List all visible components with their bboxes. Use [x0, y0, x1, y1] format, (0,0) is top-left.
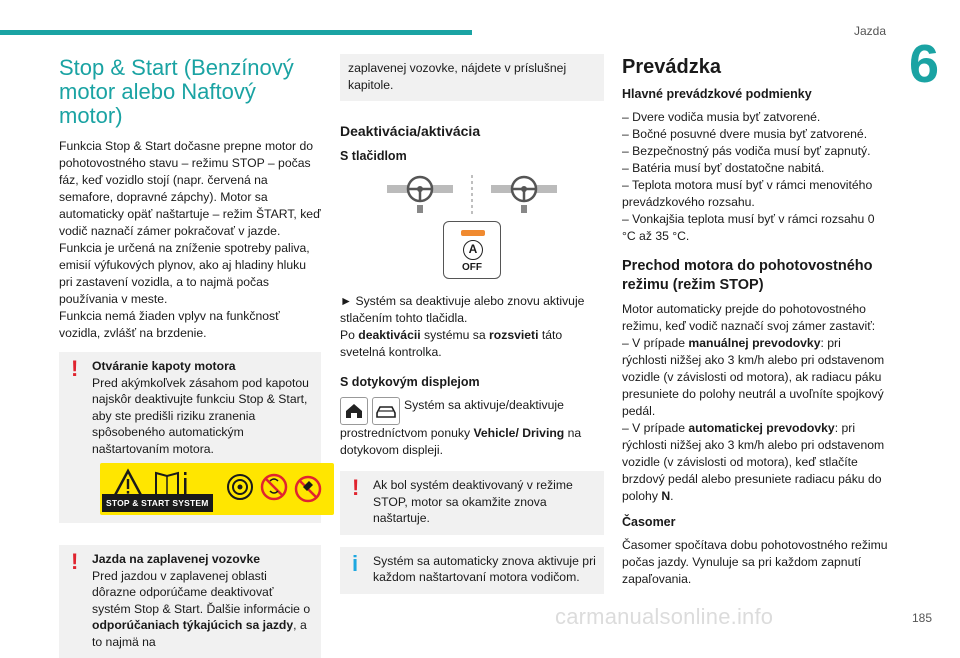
auto-bold: automatickej prevodovky [688, 421, 835, 435]
button-instruction: ► Systém sa deaktivuje alebo znovu aktivuje stlačením tohto tlačidla. [340, 294, 585, 325]
info-reactivation-text: Systém sa automaticky znova aktivuje pri každom naštartovaní motora vodičom. [373, 553, 596, 584]
warning-stop-mode-text: Ak bol systém deaktivovaný v režime STOP, motor sa okamžite znova naštartuje. [373, 478, 573, 525]
condition-5: – Teplota motora musí byť v rámci menovitého prevádzkového rozsahu. [622, 178, 873, 209]
off-label: OFF [462, 262, 482, 273]
stop-start-a-icon: A [463, 240, 483, 260]
heading-stop-mode: Prechod motora do pohotovostného režimu (režim STOP) [622, 258, 873, 293]
steering-wheel-right-icon [489, 175, 559, 215]
page-number: 185 [911, 611, 932, 625]
condition-2: – Bočné posuvné dvere musia byť zatvorené. [622, 127, 868, 141]
auto-part-c: : pri rýchlosti nižšej ako 3 km/h alebo pri odstavenom vozidle (v závislosti od motora), keď stlačíte brzdový pedál alebo presuniete radiacu páku do polohy [622, 421, 885, 503]
chapter-number: 6 [908, 34, 940, 94]
automatic-gearbox-case [622, 420, 888, 505]
touchscreen-text-a: Systém sa aktivuje/deaktivuje prostredníctvom ponuky [340, 398, 564, 440]
note-bold-deactivation: deaktivácii [358, 328, 421, 342]
condition-3: – Bezpečnostný pás vodiča musí byť zapnutý. [622, 144, 871, 158]
warning-text-2a: Pred jazdou v zaplavenej oblasti dôrazne odporúčame deaktivovať systém Stop & Start. Ďalšie informácie o [92, 568, 311, 616]
page-title: Stop & Start (Benzínový motor alebo Naftový motor) [59, 55, 294, 128]
warning-flooded-road [59, 545, 321, 658]
column-3 [622, 54, 888, 588]
heading-deactivation: Deaktivácia/aktivácia [340, 123, 481, 139]
touchscreen-menu-name: Vehicle/ Driving [473, 426, 565, 440]
info-reactivation [340, 547, 604, 594]
heading-touchscreen: S dotykovým displejom [340, 375, 480, 389]
separator-icon [467, 175, 477, 215]
top-accent-bar [0, 30, 472, 35]
intro-paragraph-2: Funkcia nemá žiaden vplyv na funkčnosť vozidla, zvlášť na brzdenie. [59, 309, 280, 340]
heading-conditions: Hlavné prevádzkové podmienky [622, 87, 812, 101]
note-part-d: táto svetelná kontrolka. [340, 328, 563, 359]
warning-title-2: Jazda na zaplavenej vozovke [92, 552, 260, 566]
stop-intro: Motor automaticky prejde do pohotovostného režimu, keď vodič naznačí svoj zámer zastaviť: [622, 302, 876, 333]
condition-6: – Vonkajšia teplota musí byť v rámci rozsahu 0 °C až 35 °C. [622, 212, 875, 243]
vehicle-icon [372, 397, 400, 425]
steering-wheel-left-icon [385, 175, 455, 215]
watermark: carmanualsonline.info [555, 604, 774, 629]
info-icon: i [352, 550, 359, 576]
warning-title: Otváranie kapoty motora [92, 359, 236, 373]
warning-text-2b: , a to najmä na [92, 618, 307, 649]
note-part-a: Po [340, 328, 359, 342]
indicator-led-icon [461, 230, 485, 236]
steering-wheel-illustrations [340, 175, 604, 215]
warning-continued-text: zaplavenej vozovke, nájdete v príslušnej kapitole. [348, 61, 567, 92]
manual-bold: manuálnej prevodovky [688, 336, 821, 350]
warning-stop-mode [340, 471, 604, 535]
warning-icon: ! [352, 475, 360, 500]
home-icon [340, 397, 368, 425]
auto-part-a: – V prípade [622, 421, 689, 435]
warning-hood [59, 352, 321, 523]
warning-icon: ! [71, 356, 79, 381]
manual-gearbox-case [622, 335, 888, 420]
touchscreen-text-b: na dotykovom displeji. [340, 426, 582, 457]
stop-start-off-button-illustration [443, 221, 501, 279]
condition-1: – Dvere vodiča musia byť zatvorené. [622, 110, 821, 124]
note-bold-lights: rozsvieti [489, 328, 539, 342]
warning-text: Pred akýmkoľvek zásahom pod kapotou najskôr deaktivujte funkciu Stop & Start, aby ste predišli riziku zranenia spôsobeného automatickým naštartovaním motora. [92, 375, 309, 456]
note-part-c: systému sa [420, 328, 490, 342]
intro-paragraph: Funkcia Stop & Start dočasne prepne motor do pohotovostného stavu – režimu STOP – počas fáz, keď vozidlo stojí (napr. červená na semafore, dopravné zápchy). Motor sa automaticky opäť naštartuje – režim ŠTART, keď vodič naznačí zámer pokračovať v jazde. Funkcia je určená na zníženie spotreby paliva, emisií výfukových plynov, ako aj hladiny hluku pri zastavení vozidla, a to najmä počas používania v meste. [59, 139, 321, 306]
column-1 [59, 54, 321, 658]
timer-text: Časomer spočítava dobu pohotovostného režimu počas jazdy. Vynuluje sa pri každom zapnutí zapaľovania. [622, 538, 888, 586]
heading-operation: Prevádzka [622, 56, 721, 78]
touchscreen-instruction [340, 397, 604, 459]
heading-timer: Časomer [622, 515, 676, 529]
column-2 [340, 54, 604, 594]
stop-start-label: STOP & START SYSTEM [102, 494, 213, 513]
section-name: Jazda [853, 24, 886, 38]
warning-icon: ! [71, 549, 79, 574]
stop-start-label-strip [100, 463, 334, 515]
auto-end: . [670, 489, 674, 503]
warning-text-2-bold: odporúčaniach týkajúcich sa jazdy [92, 618, 294, 632]
heading-with-button: S tlačidlom [340, 149, 407, 163]
condition-4: – Batéria musí byť dostatočne nabitá. [622, 161, 825, 175]
button-indicator-note [340, 327, 604, 361]
warning-continued [340, 54, 604, 101]
manual-part-a: – V prípade [622, 336, 689, 350]
auto-position-n: N [661, 489, 671, 503]
manual-part-c: : pri rýchlosti nižšej ako 3 km/h alebo pri odstavenom vozidle (v závislosti od motora), ak radiacu páku presuniete do polohy neutrál a uvoľníte spojkový pedál. [622, 336, 885, 418]
